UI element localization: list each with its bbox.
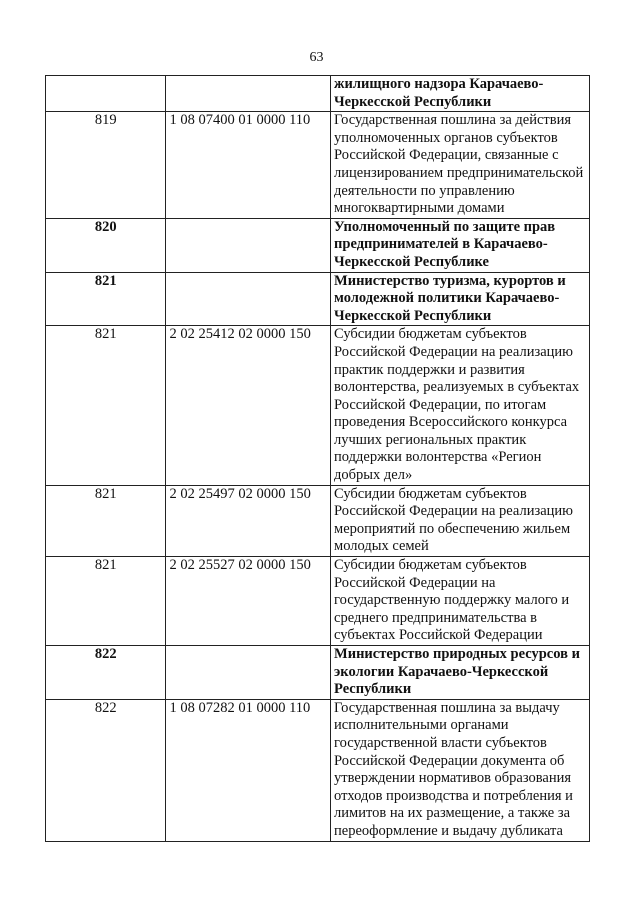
table-row — [46, 485, 590, 556]
table-row — [46, 112, 590, 219]
revenue-name-cell: Министерство туризма, курортов и молодежной политики Карачаево-Черкесской Республики — [331, 272, 590, 326]
kbk-code-cell: 2 02 25527 02 0000 150 — [166, 557, 331, 646]
revenue-name-cell: Субсидии бюджетам субъектов Российской Федерации на государственную поддержку малого и среднего предпринимательства в субъектах Российской Федерации — [331, 557, 590, 646]
kbk-code-cell — [166, 218, 331, 272]
admin-code-cell: 821 — [46, 485, 166, 556]
table-row-header — [46, 646, 590, 700]
kbk-code-cell — [166, 646, 331, 700]
kbk-code-cell: 2 02 25412 02 0000 150 — [166, 326, 331, 485]
revenue-name-cell: Субсидии бюджетам субъектов Российской Федерации на реализацию практик поддержки и развития волонтерства, реализуемых в субъектах Российской Федерации, по итогам проведения Всероссийского конкурса лучших региональных практик поддержки волонтерства «Регион добрых дел» — [331, 326, 590, 485]
kbk-code-cell: 2 02 25497 02 0000 150 — [166, 485, 331, 556]
admin-code-cell: 821 — [46, 272, 166, 326]
budget-classification-table — [45, 75, 590, 842]
kbk-code-cell — [166, 272, 331, 326]
revenue-name-cell: Государственная пошлина за выдачу исполнительными органами государственной власти субъектов Российской Федерации документа об утверждении нормативов образования отходов производства и потребления и лимитов на их размещение, а также за переоформление и выдачу дубликата — [331, 699, 590, 841]
revenue-name-cell: жилищного надзора Карачаево-Черкесской Республики — [331, 76, 590, 112]
table-row — [46, 699, 590, 841]
revenue-name-cell: Уполномоченный по защите прав предпринимателей в Карачаево-Черкесской Республике — [331, 218, 590, 272]
admin-code-cell: 821 — [46, 326, 166, 485]
admin-code-cell: 819 — [46, 112, 166, 219]
admin-code-cell: 822 — [46, 646, 166, 700]
admin-code-cell: 822 — [46, 699, 166, 841]
admin-code-cell: 820 — [46, 218, 166, 272]
table-row-header — [46, 76, 590, 112]
revenue-name-cell: Государственная пошлина за действия уполномоченных органов субъектов Российской Федерации, связанные с лицензированием предпринимательской деятельности по управлению многоквартирными домами — [331, 112, 590, 219]
table-row-header — [46, 272, 590, 326]
kbk-code-cell: 1 08 07282 01 0000 110 — [166, 699, 331, 841]
table-body — [46, 76, 590, 842]
kbk-code-cell: 1 08 07400 01 0000 110 — [166, 112, 331, 219]
table-row — [46, 326, 590, 485]
admin-code-cell — [46, 76, 166, 112]
table-row-header — [46, 218, 590, 272]
table-row — [46, 557, 590, 646]
revenue-name-cell: Министерство природных ресурсов и экологии Карачаево-Черкесской Республики — [331, 646, 590, 700]
kbk-code-cell — [166, 76, 331, 112]
admin-code-cell: 821 — [46, 557, 166, 646]
revenue-name-cell: Субсидии бюджетам субъектов Российской Федерации на реализацию мероприятий по обеспечению жильем молодых семей — [331, 485, 590, 556]
page-number: 63 — [309, 50, 324, 65]
